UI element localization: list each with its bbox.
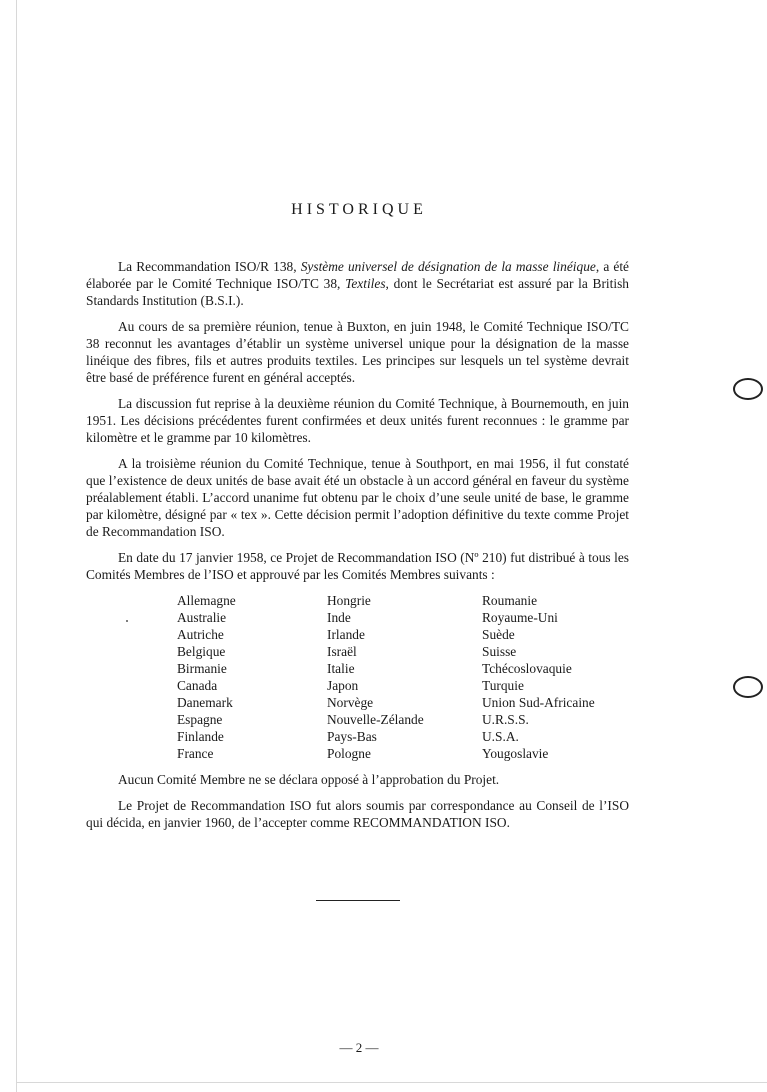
country-item: Roumanie [482,593,538,608]
member-countries-list [177,592,629,762]
punch-hole-top [733,378,763,400]
country-item: Nouvelle-Zélande [327,712,424,727]
page-number: — 2 — [339,1040,379,1055]
paragraph-3: La discussion fut reprise à la deuxième réunion du Comité Technique, à Bournemouth, en juin 1951. Les décisions précédentes furent confirmées et deux unités furent reconnues : le gramme par kilomètre et le gramme par 10 kilomètres. [86,396,629,445]
country-item: France [177,746,214,761]
country-item: Inde [327,610,351,625]
country-item: Norvège [327,695,374,710]
country-item: Pologne [327,746,371,761]
country-item: Yougoslavie [482,746,549,761]
country-item: Autriche [177,627,224,642]
page-left-edge [16,0,17,1092]
paragraph-2: Au cours de sa première réunion, tenue à Buxton, en juin 1948, le Comité Technique ISO/TC 38 reconnut les avantages d’établir un système universel unique pour la désignation de la masse linéique des fibres, fils et autres produits textiles. Les principes sur lesquels un tel système devrait être basé de préférence furent en général acceptés. [86,319,629,385]
p1-recommendation-title: Système universel de désignation de la masse linéique [300,259,596,274]
country-item: Finlande [177,729,224,744]
country-item: U.R.S.S. [482,712,529,727]
country-column-3 [482,592,632,762]
document-body [86,258,629,840]
page-title: HISTORIQUE [291,200,427,218]
page-bottom-edge [16,1082,767,1083]
country-item: Italie [327,661,355,676]
country-item: Turquie [482,678,524,693]
country-item: Israël [327,644,357,659]
country-item: U.S.A. [482,729,519,744]
country-item: Birmanie [177,661,227,676]
paragraph-4: A la troisième réunion du Comité Technique, tenue à Southport, en mai 1956, il fut constaté que l’existence de deux unités de base avait été un obstacle à un accord général en faveur du système préalablement établi. L’accord unanime fut obtenu par le choix d’une seule unité de base, le gramme par kilomètre, désigné par « tex ». Cette décision permit l’adoption définitive du texte comme Projet de Recommandation ISO. [86,456,629,539]
paragraph-5: En date du 17 janvier 1958, ce Projet de Recommandation ISO (Nº 210) fut distribué à tous les Comités Membres de l’ISO et approuvé par les Comités Membres suivants : [86,550,629,582]
country-item: Espagne [177,712,223,727]
country-item: Suède [482,627,515,642]
country-item: Belgique [177,644,226,659]
country-item: Canada [177,678,218,693]
p1-middle: , a été élaborée par le Comité Technique ISO/TC 38, [86,259,629,291]
country-item: Australie [177,610,227,625]
country-item: Suisse [482,644,517,659]
country-column-1 [177,592,327,762]
punch-hole-bottom [733,676,763,698]
country-item: Pays-Bas [327,729,377,744]
country-column-2 [327,592,482,762]
paragraph-6: Aucun Comité Membre ne se déclara opposé à l’approbation du Projet. [118,772,500,787]
paragraph-7: Le Projet de Recommandation ISO fut alors soumis par correspondance au Conseil de l’ISO qui décida, en janvier 1960, de l’accepter comme RECOMMANDATION ISO. [86,798,629,830]
p1-before: La Recommandation ISO/R 138, [118,259,301,274]
country-item: Hongrie [327,593,371,608]
country-item: Japon [327,678,359,693]
country-item: Royaume-Uni [482,610,558,625]
p1-after: , dont le Secrétariat est assuré par la British Standards Institution (B.S.I.). [86,276,629,308]
country-item: Danemark [177,695,233,710]
country-item: Irlande [327,627,365,642]
country-item: Tchécoslovaquie [482,661,572,676]
country-item: Allemagne [177,593,236,608]
p1-committee-name: Textiles [345,276,386,291]
paragraph-1 [86,258,629,309]
section-divider [316,900,400,901]
country-item: Union Sud-Africaine [482,695,595,710]
